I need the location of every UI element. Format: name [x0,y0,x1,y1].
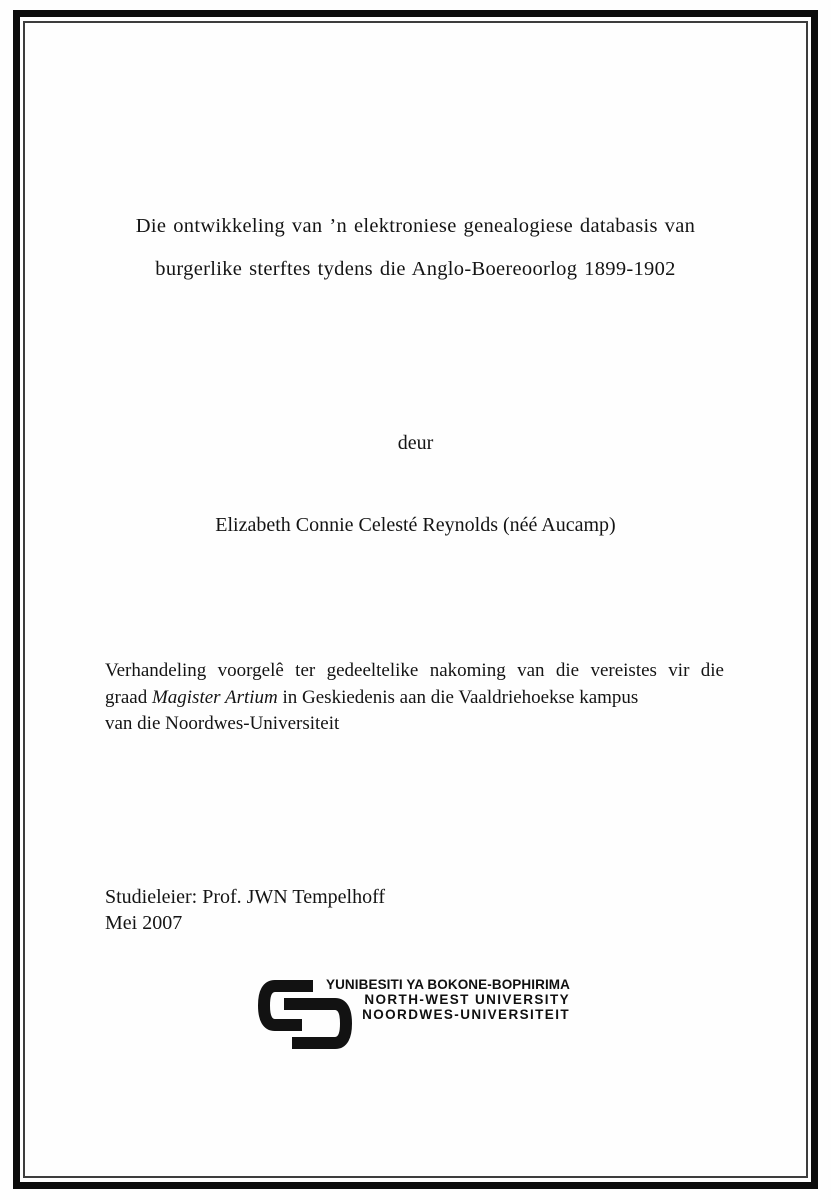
thesis-title-line1: Die ontwikkeling van ’n elektroniese genealogiese databasis van [135,215,696,237]
submission-line2-post: in Geskiedenis aan die Vaaldriehoekse kampus [277,686,639,708]
university-logo [256,972,576,1052]
submission-line2 [105,685,724,712]
date-line: Mei 2007 [105,912,183,934]
degree-name: Magister Artium [151,686,278,708]
university-logo-text [300,977,570,1022]
logo-line-english: NORTH-WEST UNIVERSITY [364,992,570,1007]
submission-statement [105,658,724,738]
supervisor-block [105,884,385,936]
thesis-title [105,205,726,291]
submission-line3: van die Noordwes-Universiteit [105,713,340,734]
logo-line-setswana: YUNIBESITI YA BOKONE-BOPHIRIMA [325,977,570,992]
author-name: Elizabeth Connie Celesté Reynolds (néé Aucamp) [215,514,616,536]
submission-line1: Verhandeling voorgelê ter gedeeltelike nakoming van die vereistes vir die [105,660,724,681]
supervisor-line: Studieleier: Prof. JWN Tempelhoff [105,886,386,908]
byline-deur: deur [397,432,434,454]
logo-line-afrikaans: NOORDWES-UNIVERSITEIT [362,1007,570,1022]
thesis-title-line2: burgerlike sterftes tydens die Anglo-Boereoorlog 1899-1902 [155,258,676,280]
submission-line2-pre: graad [105,686,152,708]
